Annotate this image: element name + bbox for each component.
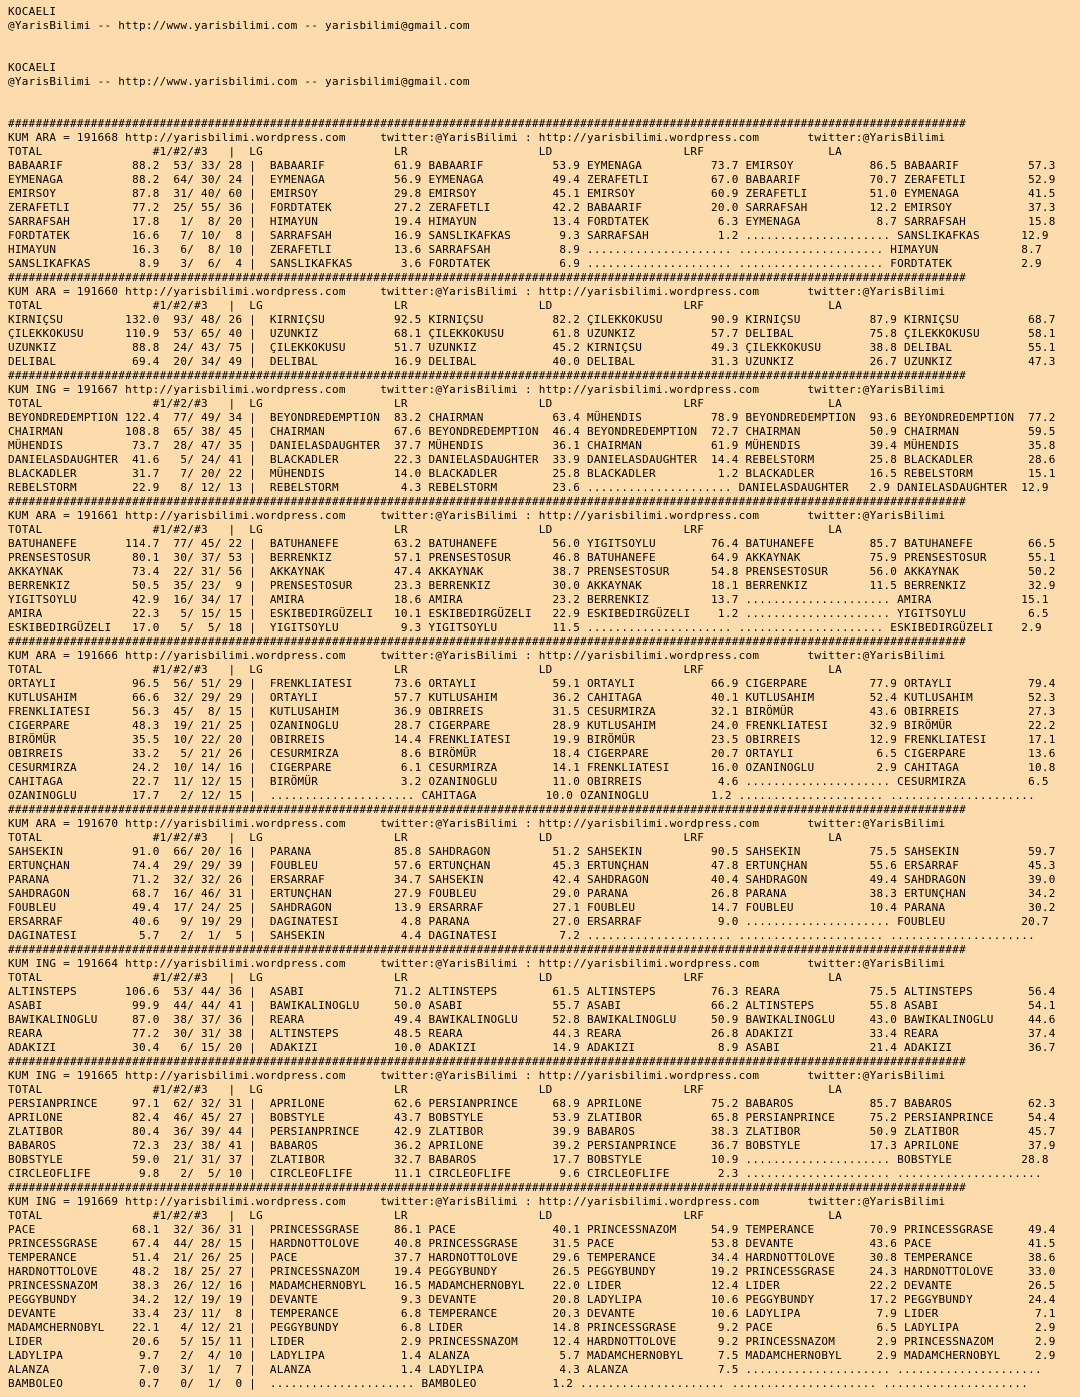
table-row: KIRNIÇSU 132.0 93/ 48/ 26 | KIRNIÇSU 92.5 KIRNIÇSU 82.2 ÇILEKKOKUSU 90.9 KIRNIÇSU 87.9 KIRNIÇSU 68.7	[8, 313, 1056, 326]
separator-line: ###########################################################################################################################################	[8, 495, 967, 508]
race-header: KUM ARA = 191660 http://yarisbilimi.wordpress.com twitter:@YarisBilimi : http://yarisbilimi.wordpress.com twitter:@YarisBilimi	[8, 285, 946, 298]
table-row: SANSLIKAFKAS 8.9 3/ 6/ 4 | SANSLIKAFKAS 3.6 FORDTATEK 6.9 ..................... ..................... FORDTATEK 2.9	[8, 257, 1042, 270]
column-header: TOTAL #1/#2/#3 | LG LR LD LRF LA	[8, 1209, 842, 1222]
blank-line	[8, 47, 1056, 61]
table-row: CHAIRMAN 108.8 65/ 38/ 45 | CHAIRMAN 67.6 BEYONDREDEMPTION 46.4 BEYONDREDEMPTION 72.7 CHAIRMAN 50.9 CHAIRMAN 59.5	[8, 425, 1056, 438]
separator-line: ###########################################################################################################################################	[8, 803, 967, 816]
table-row: ASABI 99.9 44/ 44/ 41 | BAWIKALINOGLU 50.0 ASABI 55.7 ASABI 66.2 ALTINSTEPS 55.8 ASABI 54.1	[8, 999, 1056, 1012]
table-row: HARDNOTTOLOVE 48.2 18/ 25/ 27 | PRINCESSNAZOM 19.4 PEGGYBUNDY 26.5 PEGGYBUNDY 19.2 PRINCESSGRASE 24.3 HARDNOTTOLOVE 33.0	[8, 1265, 1056, 1278]
table-row: ÇILEKKOKUSU 110.9 53/ 65/ 40 | UZUNKIZ 68.1 ÇILEKKOKUSU 61.8 UZUNKIZ 57.7 DELIBAL 75.8 ÇILEKKOKUSU 58.1	[8, 327, 1056, 340]
race-header: KUM ING = 191667 http://yarisbilimi.wordpress.com twitter:@YarisBilimi : http://yarisbilimi.wordpress.com twitter:@YarisBilimi	[8, 383, 946, 396]
table-row: DEVANTE 33.4 23/ 11/ 8 | TEMPERANCE 6.8 TEMPERANCE 20.3 DEVANTE 10.6 LADYLIPA 7.9 LIDER 7.1	[8, 1307, 1056, 1320]
blank-line	[8, 33, 1056, 47]
table-row: ALANZA 7.0 3/ 1/ 7 | ALANZA 1.4 LADYLIPA 4.3 ALANZA 7.5 ..................... .....................	[8, 1363, 1042, 1376]
table-row: CIGERPARE 48.3 19/ 21/ 25 | OZANINOGLU 28.7 CIGERPARE 28.9 KUTLUSAHIM 24.0 FRENKLIATESI 32.9 BIRÖMÜR 22.2	[8, 719, 1056, 732]
table-row: ZLATIBOR 80.4 36/ 39/ 44 | PERSIANPRINCE 42.9 ZLATIBOR 39.9 BABAROS 38.3 ZLATIBOR 50.9 ZLATIBOR 45.7	[8, 1125, 1056, 1138]
table-row: LADYLIPA 9.7 2/ 4/ 10 | LADYLIPA 1.4 ALANZA 5.7 MADAMCHERNOBYL 7.5 MADAMCHERNOBYL 2.9 MADAMCHERNOBYL 2.9	[8, 1349, 1056, 1362]
table-row: ESKIBEDIRGÜZELI 17.0 5/ 5/ 18 | YIGITSOYLU 9.3 YIGITSOYLU 11.5 ..................... ..................... ESKIBEDIRGÜZELI 2.9	[8, 621, 1042, 634]
table-row: DELIBAL 69.4 20/ 34/ 49 | DELIBAL 16.9 DELIBAL 40.0 DELIBAL 31.3 UZUNKIZ 26.7 UZUNKIZ 47.3	[8, 355, 1056, 368]
column-header: TOTAL #1/#2/#3 | LG LR LD LRF LA	[8, 663, 842, 676]
race-header: KUM ARA = 191666 http://yarisbilimi.wordpress.com twitter:@YarisBilimi : http://yarisbilimi.wordpress.com twitter:@YarisBilimi	[8, 649, 946, 662]
separator-line: ###########################################################################################################################################	[8, 1055, 967, 1068]
table-row: SARRAFSAH 17.8 1/ 8/ 20 | HIMAYUN 19.4 HIMAYUN 13.4 FORDTATEK 6.3 EYMENAGA 8.7 SARRAFSAH 15.8	[8, 215, 1056, 228]
table-row: APRILONE 82.4 46/ 45/ 27 | BOBSTYLE 43.7 BOBSTYLE 53.9 ZLATIBOR 65.8 PERSIANPRINCE 75.2 PERSIANPRINCE 54.4	[8, 1111, 1056, 1124]
site-contact: @YarisBilimi -- http://www.yarisbilimi.com -- yarisbilimi@gmail.com	[8, 19, 470, 32]
race-header: KUM ING = 191669 http://yarisbilimi.wordpress.com twitter:@YarisBilimi : http://yarisbilimi.wordpress.com twitter:@YarisBilimi	[8, 1195, 946, 1208]
table-row: MADAMCHERNOBYL 22.1 4/ 12/ 21 | PEGGYBUNDY 6.8 LIDER 14.8 PRINCESSGRASE 9.2 PACE 6.5 LADYLIPA 2.9	[8, 1321, 1056, 1334]
separator-line: ###########################################################################################################################################	[8, 369, 967, 382]
table-row: BABAROS 72.3 23/ 38/ 41 | BABAROS 36.2 APRILONE 39.2 PERSIANPRINCE 36.7 BOBSTYLE 17.3 APRILONE 37.9	[8, 1139, 1056, 1152]
table-row: ERSARRAF 40.6 9/ 19/ 29 | DAGINATESI 4.8 PARANA 27.0 ERSARRAF 9.0 ..................... FOUBLEU 20.7	[8, 915, 1049, 928]
table-row: EYMENAGA 88.2 64/ 30/ 24 | EYMENAGA 56.9 EYMENAGA 49.4 ZERAFETLI 67.0 BABAARIF 70.7 ZERAFETLI 52.9	[8, 173, 1056, 186]
table-row: PRINCESSGRASE 67.4 44/ 28/ 15 | HARDNOTTOLOVE 40.8 PRINCESSGRASE 31.5 PACE 53.8 DEVANTE 43.6 PACE 41.5	[8, 1237, 1056, 1250]
table-row: FORDTATEK 16.6 7/ 10/ 8 | SARRAFSAH 16.9 SANSLIKAFKAS 9.3 SARRAFSAH 1.2 ..................... SANSLIKAFKAS 12.9	[8, 229, 1049, 242]
column-header: TOTAL #1/#2/#3 | LG LR LD LRF LA	[8, 523, 842, 536]
column-header: TOTAL #1/#2/#3 | LG LR LD LRF LA	[8, 831, 842, 844]
table-row: BLACKADLER 31.7 7/ 20/ 22 | MÜHENDIS 14.0 BLACKADLER 25.8 BLACKADLER 1.2 BLACKADLER 16.5 REBELSTORM 15.1	[8, 467, 1056, 480]
separator-line: ###########################################################################################################################################	[8, 943, 967, 956]
column-header: TOTAL #1/#2/#3 | LG LR LD LRF LA	[8, 145, 842, 158]
table-row: EMIRSOY 87.8 31/ 40/ 60 | EMIRSOY 29.8 EMIRSOY 45.1 EMIRSOY 60.9 ZERAFETLI 51.0 EYMENAGA 41.5	[8, 187, 1056, 200]
column-header: TOTAL #1/#2/#3 | LG LR LD LRF LA	[8, 971, 842, 984]
table-row: OBIRREIS 33.2 5/ 21/ 26 | CESURMIRZA 8.6 BIRÖMÜR 18.4 CIGERPARE 20.7 ORTAYLI 6.5 CIGERPARE 13.6	[8, 747, 1056, 760]
table-row: SAHSEKIN 91.0 66/ 20/ 16 | PARANA 85.8 SAHDRAGON 51.2 SAHSEKIN 90.5 SAHSEKIN 75.5 SAHSEKIN 59.7	[8, 845, 1056, 858]
table-row: KUTLUSAHIM 66.6 32/ 29/ 29 | ORTAYLI 57.7 KUTLUSAHIM 36.2 CAHITAGA 40.1 KUTLUSAHIM 52.4 KUTLUSAHIM 52.3	[8, 691, 1056, 704]
separator-line: ###########################################################################################################################################	[8, 271, 967, 284]
table-row: REARA 77.2 30/ 31/ 38 | ALTINSTEPS 48.5 REARA 44.3 REARA 26.8 ADAKIZI 33.4 REARA 37.4	[8, 1027, 1056, 1040]
table-row: UZUNKIZ 88.8 24/ 43/ 75 | ÇILEKKOKUSU 51.7 UZUNKIZ 45.2 KIRNIÇSU 49.3 ÇILEKKOKUSU 38.8 DELIBAL 55.1	[8, 341, 1056, 354]
race-header: KUM ARA = 191661 http://yarisbilimi.wordpress.com twitter:@YarisBilimi : http://yarisbilimi.wordpress.com twitter:@YarisBilimi	[8, 509, 946, 522]
race-header: KUM ARA = 191668 http://yarisbilimi.wordpress.com twitter:@YarisBilimi : http://yarisbilimi.wordpress.com twitter:@YarisBilimi	[8, 131, 946, 144]
blank-line	[8, 89, 1056, 103]
site-title: KOCAELI	[8, 61, 57, 74]
table-row: BAWIKALINOGLU 87.0 38/ 37/ 36 | REARA 49.4 BAWIKALINOGLU 52.8 BAWIKALINOGLU 50.9 BAWIKALINOGLU 43.0 BAWIKALINOGLU 44.6	[8, 1013, 1056, 1026]
table-row: PERSIANPRINCE 97.1 62/ 32/ 31 | APRILONE 62.6 PERSIANPRINCE 68.9 APRILONE 75.2 BABAROS 85.7 BABAROS 62.3	[8, 1097, 1056, 1110]
table-row: TEMPERANCE 51.4 21/ 26/ 25 | PACE 37.7 HARDNOTTOLOVE 29.6 TEMPERANCE 34.4 HARDNOTTOLOVE 30.8 TEMPERANCE 38.6	[8, 1251, 1056, 1264]
table-row: ZERAFETLI 77.2 25/ 55/ 36 | FORDTATEK 27.2 ZERAFETLI 42.2 BABAARIF 20.0 SARRAFSAH 12.2 EMIRSOY 37.3	[8, 201, 1056, 214]
site-title: KOCAELI	[8, 5, 57, 18]
table-row: DAGINATESI 5.7 2/ 1/ 5 | SAHSEKIN 4.4 DAGINATESI 7.2 ..................... ..................... .....................	[8, 929, 1035, 942]
table-row: PRENSESTOSUR 80.1 30/ 37/ 53 | BERRENKIZ 57.1 PRENSESTOSUR 46.8 BATUHANEFE 64.9 AKKAYNAK 75.9 PRENSESTOSUR 55.1	[8, 551, 1056, 564]
table-row: BAMBOLEO 0.7 0/ 1/ 0 | ..................... BAMBOLEO 1.2 ..................... ..................... .....................	[8, 1377, 1029, 1390]
race-header: KUM ING = 191665 http://yarisbilimi.wordpress.com twitter:@YarisBilimi : http://yarisbilimi.wordpress.com twitter:@YarisBilimi	[8, 1069, 946, 1082]
table-row: BEYONDREDEMPTION 122.4 77/ 49/ 34 | BEYONDREDEMPTION 83.2 CHAIRMAN 63.4 MÜHENDIS 78.9 BEYONDREDEMPTION 93.6 BEYONDREDEMPTION 77.2	[8, 411, 1056, 424]
table-row: PACE 68.1 32/ 36/ 31 | PRINCESSGRASE 86.1 PACE 40.1 PRINCESSNAZOM 54.9 TEMPERANCE 70.9 PRINCESSGRASE 49.4	[8, 1223, 1056, 1236]
column-header: TOTAL #1/#2/#3 | LG LR LD LRF LA	[8, 397, 842, 410]
table-row: BIRÖMÜR 35.5 10/ 22/ 20 | OBIRREIS 14.4 FRENKLIATESI 19.9 BIRÖMÜR 23.5 OBIRREIS 12.9 FRENKLIATESI 17.1	[8, 733, 1056, 746]
table-row: ORTAYLI 96.5 56/ 51/ 29 | FRENKLIATESI 73.6 ORTAYLI 59.1 ORTAYLI 66.9 CIGERPARE 77.9 ORTAYLI 79.4	[8, 677, 1056, 690]
site-contact: @YarisBilimi -- http://www.yarisbilimi.com -- yarisbilimi@gmail.com	[8, 75, 470, 88]
table-row: REBELSTORM 22.9 8/ 12/ 13 | REBELSTORM 4.3 REBELSTORM 23.6 ..................... DANIELASDAUGHTER 2.9 DANIELASDAUGHTER 12.9	[8, 481, 1049, 494]
table-row: DANIELASDAUGHTER 41.6 5/ 24/ 41 | BLACKADLER 22.3 DANIELASDAUGHTER 33.9 DANIELASDAUGHTER 14.4 REBELSTORM 25.8 BLACKADLER 28.6	[8, 453, 1056, 466]
table-row: FRENKLIATESI 56.3 45/ 8/ 15 | KUTLUSAHIM 36.9 OBIRREIS 31.5 CESURMIRZA 32.1 BIRÖMÜR 43.6 OBIRREIS 27.3	[8, 705, 1056, 718]
column-header: TOTAL #1/#2/#3 | LG LR LD LRF LA	[8, 1083, 842, 1096]
table-row: PEGGYBUNDY 34.2 12/ 19/ 19 | DEVANTE 9.3 DEVANTE 20.8 LADYLIPA 10.6 PEGGYBUNDY 17.2 PEGGYBUNDY 24.4	[8, 1293, 1056, 1306]
table-row: ADAKIZI 30.4 6/ 15/ 20 | ADAKIZI 10.0 ADAKIZI 14.9 ADAKIZI 8.9 ASABI 21.4 ADAKIZI 36.7	[8, 1041, 1056, 1054]
table-row: MÜHENDIS 73.7 28/ 47/ 35 | DANIELASDAUGHTER 37.7 MÜHENDIS 36.1 CHAIRMAN 61.9 MÜHENDIS 39.4 MÜHENDIS 35.8	[8, 439, 1056, 452]
separator-line: ###########################################################################################################################################	[8, 635, 967, 648]
table-row: OZANINOGLU 17.7 2/ 12/ 15 | ..................... CAHITAGA 10.0 OZANINOGLU 1.2 ..................... .....................	[8, 789, 1035, 802]
table-row: BOBSTYLE 59.0 21/ 31/ 37 | ZLATIBOR 32.7 BABAROS 17.7 BOBSTYLE 10.9 ..................... BOBSTYLE 28.8	[8, 1153, 1049, 1166]
table-row: CIRCLEOFLIFE 9.8 2/ 5/ 10 | CIRCLEOFLIFE 11.1 CIRCLEOFLIFE 9.6 CIRCLEOFLIFE 2.3 ..................... .....................	[8, 1167, 1042, 1180]
table-row: BATUHANEFE 114.7 77/ 45/ 22 | BATUHANEFE 63.2 BATUHANEFE 56.0 YIGITSOYLU 76.4 BATUHANEFE 85.7 BATUHANEFE 66.5	[8, 537, 1056, 550]
race-report	[8, 5, 1056, 1391]
blank-line	[8, 103, 1056, 117]
table-row: CAHITAGA 22.7 11/ 12/ 15 | BIRÖMÜR 3.2 OZANINOGLU 11.0 OBIRREIS 4.6 ..................... CESURMIRZA 6.5	[8, 775, 1049, 788]
separator-line: ###########################################################################################################################################	[8, 1181, 967, 1194]
table-row: SAHDRAGON 68.7 16/ 46/ 31 | ERTUNÇHAN 27.9 FOUBLEU 29.0 PARANA 26.8 PARANA 38.3 ERTUNÇHAN 34.2	[8, 887, 1056, 900]
table-row: FOUBLEU 49.4 17/ 24/ 25 | SAHDRAGON 13.9 ERSARRAF 27.1 FOUBLEU 14.7 FOUBLEU 10.4 PARANA 30.2	[8, 901, 1056, 914]
race-header: KUM ING = 191664 http://yarisbilimi.wordpress.com twitter:@YarisBilimi : http://yarisbilimi.wordpress.com twitter:@YarisBilimi	[8, 957, 946, 970]
table-row: PARANA 71.2 32/ 32/ 26 | ERSARRAF 34.7 SAHSEKIN 42.4 SAHDRAGON 40.4 SAHDRAGON 49.4 SAHDRAGON 39.0	[8, 873, 1056, 886]
table-row: ERTUNÇHAN 74.4 29/ 29/ 39 | FOUBLEU 57.6 ERTUNÇHAN 45.3 ERTUNÇHAN 47.8 ERTUNÇHAN 55.6 ERSARRAF 45.3	[8, 859, 1056, 872]
column-header: TOTAL #1/#2/#3 | LG LR LD LRF LA	[8, 299, 842, 312]
table-row: BABAARIF 88.2 53/ 33/ 28 | BABAARIF 61.9 BABAARIF 53.9 EYMENAGA 73.7 EMIRSOY 86.5 BABAARIF 57.3	[8, 159, 1056, 172]
race-header: KUM ARA = 191670 http://yarisbilimi.wordpress.com twitter:@YarisBilimi : http://yarisbilimi.wordpress.com twitter:@YarisBilimi	[8, 817, 946, 830]
table-row: YIGITSOYLU 42.9 16/ 34/ 17 | AMIRA 18.6 AMIRA 23.2 BERRENKIZ 13.7 ..................... AMIRA 15.1	[8, 593, 1049, 606]
table-row: BERRENKIZ 50.5 35/ 23/ 9 | PRENSESTOSUR 23.3 BERRENKIZ 30.0 AKKAYNAK 18.1 BERRENKIZ 11.5 BERRENKIZ 32.9	[8, 579, 1056, 592]
table-row: AKKAYNAK 73.4 22/ 31/ 56 | AKKAYNAK 47.4 AKKAYNAK 38.7 PRENSESTOSUR 54.8 PRENSESTOSUR 56.0 AKKAYNAK 50.2	[8, 565, 1056, 578]
table-row: CESURMIRZA 24.2 10/ 14/ 16 | CIGERPARE 6.1 CESURMIRZA 14.1 FRENKLIATESI 16.0 OZANINOGLU 2.9 CAHITAGA 10.8	[8, 761, 1056, 774]
separator-line: ###########################################################################################################################################	[8, 117, 967, 130]
table-row: LIDER 20.6 5/ 15/ 11 | LIDER 2.9 PRINCESSNAZOM 12.4 HARDNOTTOLOVE 9.2 PRINCESSNAZOM 2.9 PRINCESSNAZOM 2.9	[8, 1335, 1056, 1348]
table-row: HIMAYUN 16.3 6/ 8/ 10 | ZERAFETLI 13.6 SARRAFSAH 8.9 ..................... ..................... HIMAYUN 8.7	[8, 243, 1042, 256]
table-row: PRINCESSNAZOM 38.3 26/ 12/ 16 | MADAMCHERNOBYL 16.5 MADAMCHERNOBYL 22.0 LIDER 12.4 LIDER 22.2 DEVANTE 26.5	[8, 1279, 1056, 1292]
table-row: AMIRA 22.3 5/ 15/ 15 | ESKIBEDIRGÜZELI 10.1 ESKIBEDIRGÜZELI 22.9 ESKIBEDIRGÜZELI 1.2 ..................... YIGITSOYLU 6.5	[8, 607, 1049, 620]
table-row: ALTINSTEPS 106.6 53/ 44/ 36 | ASABI 71.2 ALTINSTEPS 61.5 ALTINSTEPS 76.3 REARA 75.5 ALTINSTEPS 56.4	[8, 985, 1056, 998]
